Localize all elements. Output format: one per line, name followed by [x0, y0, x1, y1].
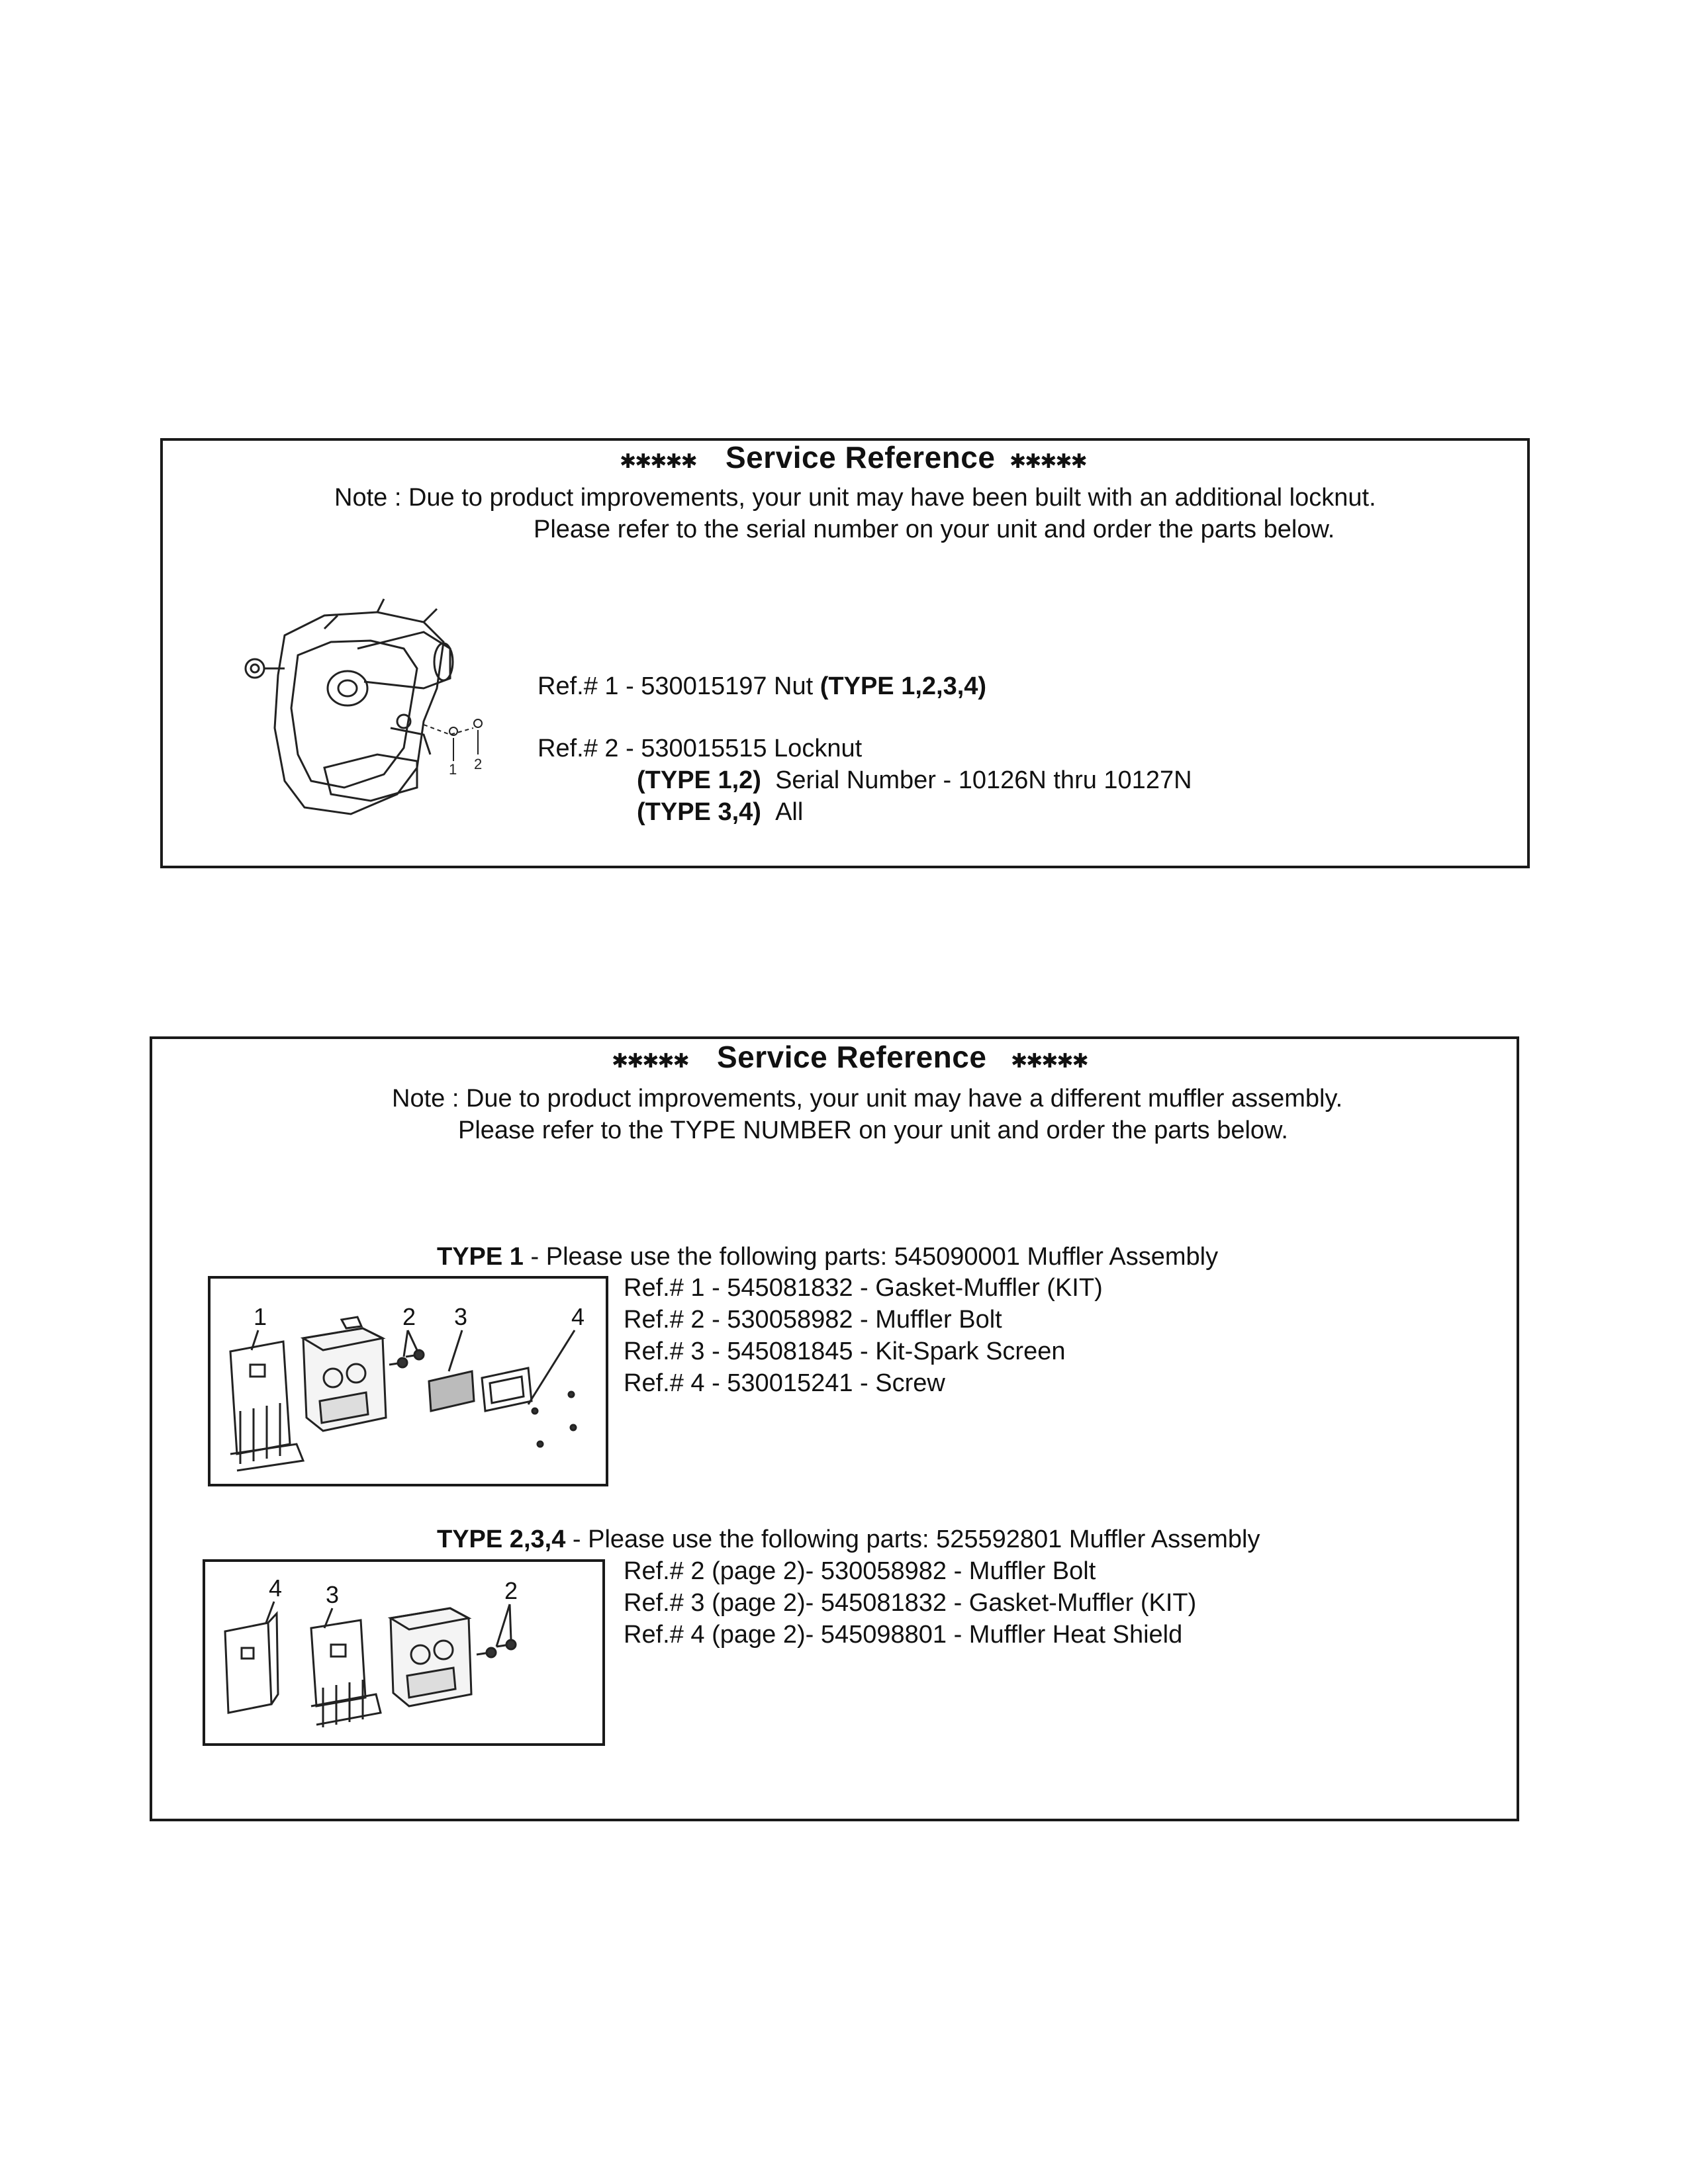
type1-ref-3: Ref.# 3 - 545081845 - Kit-Spark Screen — [624, 1338, 1066, 1365]
t1-callout-3: 3 — [454, 1303, 468, 1330]
t234-callout-4: 4 — [269, 1574, 283, 1602]
stars-right: ✱✱✱✱✱ — [1009, 451, 1086, 473]
ref2-row-a — [637, 764, 1192, 796]
stars-right-2: ✱✱✱✱✱ — [1011, 1050, 1088, 1072]
type234-muffler-figure — [203, 1559, 605, 1746]
type1-muffler-illustration — [211, 1279, 606, 1484]
ref1-type: (TYPE 1,2,3,4) — [820, 672, 987, 700]
t1-callout-4: 4 — [571, 1303, 585, 1330]
section2-title: Service Reference — [717, 1040, 987, 1074]
row-a-type: (TYPE 1,2) — [637, 766, 761, 794]
stars-left-2: ✱✱✱✱✱ — [612, 1050, 688, 1072]
type1-label: TYPE 1 — [437, 1243, 524, 1271]
callout-2: 2 — [474, 756, 483, 772]
row-b-type: (TYPE 3,4) — [637, 798, 761, 826]
type234-label: TYPE 2,3,4 — [437, 1525, 566, 1553]
t1-callout-2: 2 — [402, 1303, 416, 1330]
type234-ref-1: Ref.# 2 (page 2)- 530058982 - Muffler Bolt — [624, 1557, 1096, 1585]
ref1-line — [538, 670, 986, 702]
type1-heading — [437, 1241, 1218, 1273]
engine-housing-illustration — [225, 596, 510, 847]
section1-note-line1: Note : Due to product improvements, your unit may have been built with an additional locknut. — [334, 484, 1376, 512]
type1-ref-1: Ref.# 1 - 545081832 - Gasket-Muffler (KIT) — [624, 1274, 1103, 1302]
type1-muffler-figure — [208, 1276, 608, 1486]
ref2-line: Ref.# 2 - 530015515 Locknut — [538, 735, 863, 762]
row-a-text: Serial Number - 10126N thru 10127N — [775, 766, 1192, 794]
type1-ref-2: Ref.# 2 - 530058982 - Muffler Bolt — [624, 1306, 1002, 1334]
ref2-row-b — [637, 796, 803, 828]
type234-ref-2: Ref.# 3 (page 2)- 545081832 - Gasket-Muffler (KIT) — [624, 1589, 1197, 1617]
section1-note-line2: Please refer to the serial number on your unit and order the parts below. — [534, 516, 1335, 543]
type234-muffler-illustration — [205, 1562, 602, 1743]
type234-heading — [437, 1524, 1260, 1555]
type234-desc: - Please use the following parts: 525592801 Muffler Assembly — [565, 1525, 1260, 1553]
t234-callout-3: 3 — [326, 1581, 340, 1608]
t234-callout-2: 2 — [504, 1577, 518, 1604]
section1-title: Service Reference — [726, 440, 996, 475]
type1-desc: - Please use the following parts: 545090001 Muffler Assembly — [523, 1243, 1219, 1271]
ref1-prefix: Ref.# 1 - 530015197 Nut — [538, 672, 820, 700]
callout-1: 1 — [449, 761, 457, 778]
section2-note-line2: Please refer to the TYPE NUMBER on your unit and order the parts below. — [458, 1116, 1288, 1144]
section2-note-line1: Note : Due to product improvements, your unit may have a different muffler assembly. — [392, 1085, 1343, 1113]
row-b-text: All — [775, 798, 804, 826]
stars-left: ✱✱✱✱✱ — [620, 451, 696, 473]
type1-ref-4: Ref.# 4 - 530015241 - Screw — [624, 1369, 945, 1397]
t1-callout-1: 1 — [254, 1303, 267, 1330]
type234-ref-3: Ref.# 4 (page 2)- 545098801 - Muffler Heat Shield — [624, 1621, 1183, 1649]
